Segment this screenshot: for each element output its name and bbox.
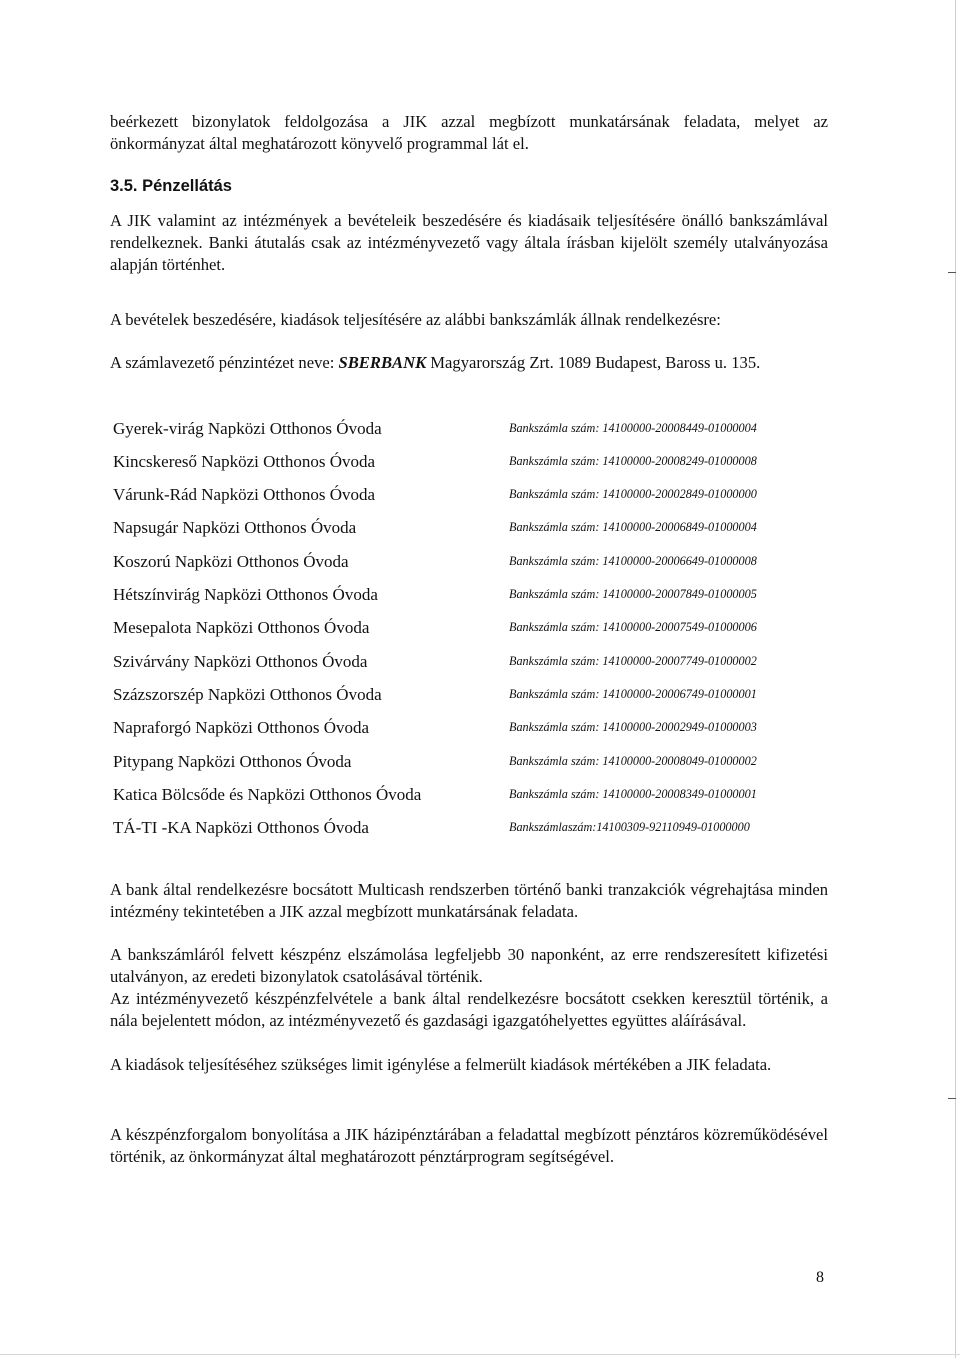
institution-name: Várunk-Rád Napközi Otthonos Óvoda [113,485,376,504]
margin-mark [948,1098,956,1099]
account-row [113,551,833,573]
account-number: Bankszámla szám: 14100000-20008049-01000002 [509,754,757,768]
institution-name: Kincskereső Napközi Otthonos Óvoda [113,452,376,471]
account-row [113,651,833,673]
account-row [113,684,833,706]
bank-prefix: A számlavezető pénzintézet neve: [110,353,339,372]
account-row [113,784,833,806]
margin-mark [948,272,956,273]
account-number: Bankszámla szám: 14100000-20008249-01000008 [509,454,757,468]
account-number: Bankszámlaszám:14100309-92110949-01000000 [509,820,750,834]
available-accounts-paragraph: A bevételek beszedésére, kiadások teljesítésére az alábbi bankszámlák állnak rendelkezésre: [110,310,721,329]
cash-withdrawal-paragraph: A bankszámláról felvett készpénz elszámolása legfeljebb 30 naponként, az erre rendszeresített kifizetési utalványon, az eredeti bizonylatok csatolásával történik. [110,945,828,986]
page-number: 8 [816,1269,824,1286]
petty-cash-paragraph: A készpénzforgalom bonyolítása a JIK házipénztárában a feladattal megbízott pénztáros közreműködésével történik, az önkormányzat által meghatározott pénztárprogram segítségével. [110,1125,828,1166]
account-row [113,451,833,473]
scan-edge-right [955,0,956,1358]
account-number: Bankszámla szám: 14100000-20006649-01000008 [509,554,757,568]
account-number: Bankszámla szám: 14100000-20008349-01000001 [509,787,757,801]
institution-name: Szivárvány Napközi Otthonos Óvoda [113,652,368,671]
account-row [113,418,833,440]
account-number: Bankszámla szám: 14100000-20007849-01000005 [509,587,757,601]
institution-name: Mesepalota Napközi Otthonos Óvoda [113,618,370,637]
limit-request-paragraph: A kiadások teljesítéséhez szükséges limit igénylése a felmerült kiadások mértékében a JIK feladata. [110,1055,772,1074]
director-cash-paragraph: Az intézményvezető készpénzfelvétele a bank által rendelkezésre bocsátott csekken keresztül történik, a nála bejelentett módon, az intézményvezető és gazdasági igazgatóhelyettes együttes aláírásával. [110,989,828,1030]
institution-name: Napsugár Napközi Otthonos Óvoda [113,518,357,537]
account-number: Bankszámla szám: 14100000-20002849-01000000 [509,487,757,501]
account-number: Bankszámla szám: 14100000-20008449-01000004 [509,421,757,435]
account-number: Bankszámla szám: 14100000-20002949-01000003 [509,720,757,734]
bank-suffix: Magyarország Zrt. 1089 Budapest, Baross u. 135. [426,353,761,372]
account-row [113,484,833,506]
intro-paragraph: beérkezett bizonylatok feldolgozása a JIK azzal megbízott munkatársának feladata, melyet az önkormányzat által meghatározott könyvelő programmal lát el. [110,112,828,153]
institution-name: Százszorszép Napközi Otthonos Óvoda [113,685,382,704]
bank-name: SBERBANK [338,353,427,372]
account-number: Bankszámla szám: 14100000-20006849-01000004 [509,520,757,534]
institution-name: Katica Bölcsőde és Napközi Otthonos Óvoda [113,785,422,804]
institution-name: Gyerek-virág Napközi Otthonos Óvoda [113,419,382,438]
institution-name: Hétszínvirág Napközi Otthonos Óvoda [113,585,378,604]
account-row [113,717,833,739]
institution-name: Napraforgó Napközi Otthonos Óvoda [113,718,370,737]
account-row [113,751,833,773]
institution-name: Pitypang Napközi Otthonos Óvoda [113,752,352,771]
account-number: Bankszámla szám: 14100000-20007749-01000002 [509,654,757,668]
account-row [113,617,833,639]
bank-institution-paragraph [110,352,828,374]
account-row [113,817,833,839]
scan-edge-bottom [0,1354,960,1355]
bank-accounts-paragraph: A JIK valamint az intézmények a bevételeik beszedésére és kiadásaik teljesítésére önálló bankszámlával rendelkeznek. Banki átutalás csak az intézményvezető vagy általa írásban kijelölt személy utalványozása alapján történhet. [110,211,828,274]
multicash-paragraph: A bank által rendelkezésre bocsátott Multicash rendszerben történő banki tranzakciók végrehajtása minden intézmény tekintetében a JIK azzal megbízott munkatársának feladata. [110,880,828,921]
section-heading: 3.5. Pénzellátás [110,177,232,195]
institution-name: Koszorú Napközi Otthonos Óvoda [113,552,349,571]
account-number: Bankszámla szám: 14100000-20007549-01000006 [509,620,757,634]
account-number: Bankszámla szám: 14100000-20006749-01000001 [509,687,757,701]
institution-name: TÁ-TI -KA Napközi Otthonos Óvoda [113,818,369,837]
account-row [113,584,833,606]
account-row [113,517,833,539]
